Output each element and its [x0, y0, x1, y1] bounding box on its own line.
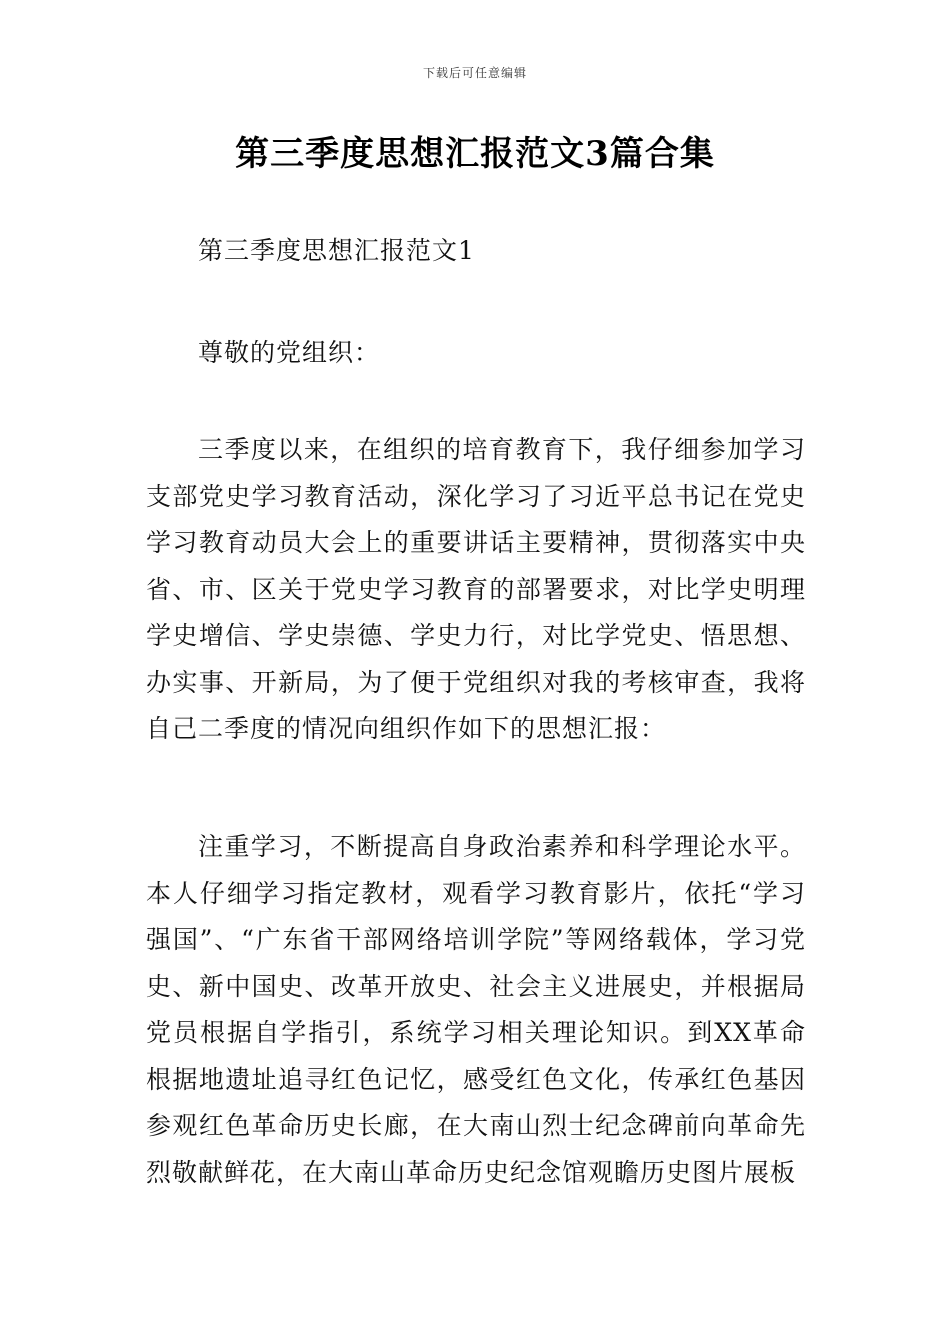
paragraph-text: 注重学习，不断提高自身政治素养和科学理论水平。本人仔细学习指定教材，观看学习教育影片，依托“学习强国”、“广东省干部网络培训学院”等网络载体，学习党史、新中国史、改革开放史、社会主义进展史，并根据局党员根据自学指引，系统学习相关理论知识。到XX革命根据地遗址追寻红色记忆，感受红色文化，传承红色基因参观红色革命历史长廊，在大南山烈士纪念碑前向革命先烈敬献鲜花，在大南山革命历史纪念馆观瞻历史图片展板	[146, 832, 806, 1187]
section-subheading	[146, 228, 806, 275]
paragraph-text: 三季度以来，在组织的培育教育下，我仔细参加学习支部党史学习教育活动，深化学习了习近平总书记在党史学习教育动员大会上的重要讲话主要精神，贯彻落实中央省、市、区关于党史学习教育的部署要求，对比学史明理学史增信、学史崇德、学史力行，对比学党史、悟思想、办实事、开新局，为了便于党组织对我的考核审查，我将自己二季度的情况向组织作如下的思想汇报：	[146, 435, 806, 743]
header-note: 下载后可任意编辑	[422, 66, 527, 80]
salutation-text: 尊敬的党组织：	[198, 338, 381, 367]
subheading-text: 第三季度思想汇报范文1	[198, 236, 475, 265]
document-title: 第三季度思想汇报范文3篇合集	[235, 134, 715, 174]
salutation	[146, 330, 806, 377]
paragraph-2	[146, 824, 806, 1196]
paragraph-1	[146, 427, 806, 753]
